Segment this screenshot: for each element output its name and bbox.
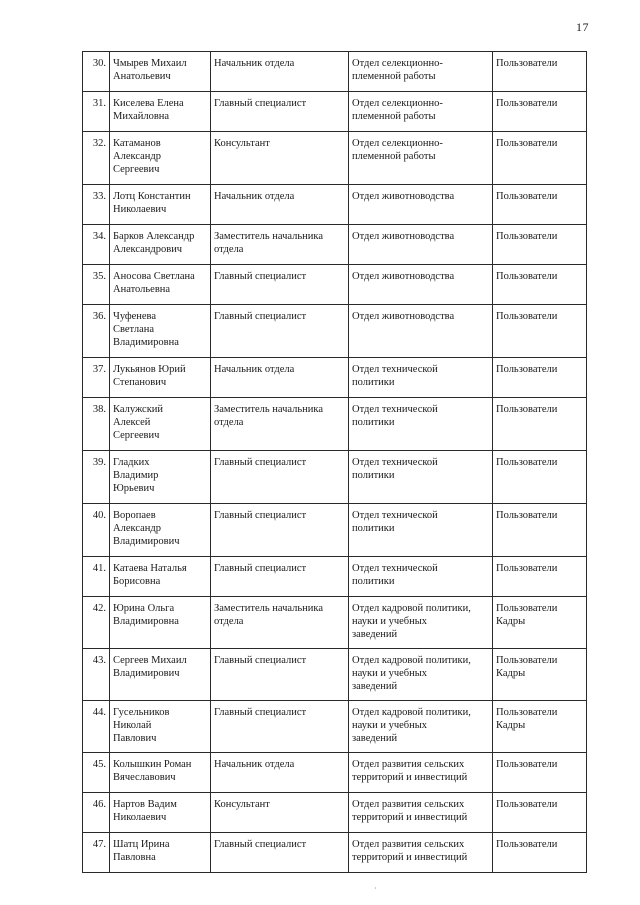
employee-department-line: Отдел технической — [352, 563, 438, 574]
access-roles — [493, 358, 587, 398]
table-row — [83, 132, 587, 185]
employee-department — [349, 358, 493, 398]
employee-name-line: Степанович — [113, 377, 167, 388]
employee-department-line: территорий и инвестиций — [352, 772, 468, 783]
access-roles-line: Пользователи — [496, 457, 558, 468]
employee-name-line: Вячеславович — [113, 772, 176, 783]
employee-department-line: политики — [352, 417, 395, 428]
table-row — [83, 557, 587, 597]
employee-position-line: Консультант — [214, 138, 270, 149]
employee-position — [211, 504, 349, 557]
employee-name-line: Николаевич — [113, 812, 167, 823]
row-number: 39. — [83, 451, 110, 504]
employee-name-line: Владимировна — [113, 337, 179, 348]
table-row — [83, 793, 587, 833]
row-number: 44. — [83, 701, 110, 753]
employee-position — [211, 358, 349, 398]
employee-position-line: Главный специалист — [214, 655, 307, 666]
employee-department — [349, 132, 493, 185]
employee-department — [349, 597, 493, 649]
employee-name-line: Сергеев Михаил — [113, 655, 187, 666]
employee-position-line: Начальник отдела — [214, 364, 295, 375]
table-row — [83, 305, 587, 358]
table-row — [83, 753, 587, 793]
access-roles — [493, 701, 587, 753]
access-roles-line: Пользователи — [496, 603, 558, 614]
employee-name-line: Нартов Вадим — [113, 799, 177, 810]
employee-name-line: Катаманов — [113, 138, 161, 149]
employee-department — [349, 649, 493, 701]
employee-department-line: заведений — [352, 681, 398, 692]
employee-name-line: Гладких — [113, 457, 150, 468]
row-number: 37. — [83, 358, 110, 398]
employee-department-line: Отдел кадровой политики, — [352, 603, 471, 614]
employee-name-line: Чмырев Михаил — [113, 58, 187, 69]
row-number: 41. — [83, 557, 110, 597]
employee-name — [110, 504, 211, 557]
employee-name-line: Барков Александр — [113, 231, 195, 242]
employee-position-line: Начальник отдела — [214, 759, 295, 770]
employee-name — [110, 597, 211, 649]
employee-position — [211, 701, 349, 753]
employee-name — [110, 833, 211, 873]
employee-name — [110, 451, 211, 504]
row-number: 32. — [83, 132, 110, 185]
employee-name-line: Сергеевич — [113, 430, 160, 441]
employee-name-line: Павловна — [113, 852, 156, 863]
table-body — [83, 52, 587, 873]
employee-position-line: Консультант — [214, 799, 270, 810]
employee-position-line: Главный специалист — [214, 563, 307, 574]
employee-department-line: племенной работы — [352, 151, 436, 162]
access-roles-line: Пользователи — [496, 364, 558, 375]
page-number: 17 — [576, 20, 589, 34]
stray-mark: · — [374, 884, 377, 893]
table-row — [83, 185, 587, 225]
employee-name-line: Владимировна — [113, 616, 179, 627]
row-number: 42. — [83, 597, 110, 649]
employee-name — [110, 225, 211, 265]
employee-position-line: отдела — [214, 417, 244, 428]
employee-name — [110, 92, 211, 132]
employee-position-line: Заместитель начальника — [214, 603, 324, 614]
access-roles — [493, 185, 587, 225]
row-number: 35. — [83, 265, 110, 305]
access-roles — [493, 451, 587, 504]
table-row — [83, 504, 587, 557]
employee-department-line: Отдел животноводства — [352, 271, 455, 282]
employee-name — [110, 649, 211, 701]
employee-name-line: Владимирович — [113, 536, 180, 547]
access-roles-line: Пользователи — [496, 707, 558, 718]
employee-department-line: Отдел технической — [352, 364, 438, 375]
access-roles-line: Пользователи — [496, 98, 558, 109]
row-number: 47. — [83, 833, 110, 873]
employee-position — [211, 597, 349, 649]
access-roles-line: Пользователи — [496, 510, 558, 521]
employee-name — [110, 753, 211, 793]
employee-position-line: Начальник отдела — [214, 58, 295, 69]
access-roles — [493, 649, 587, 701]
employee-name-line: Михайловна — [113, 111, 170, 122]
employee-position — [211, 92, 349, 132]
employee-name-line: Шатц Ирина — [113, 839, 170, 850]
table-row — [83, 225, 587, 265]
employee-position-line: Главный специалист — [214, 98, 307, 109]
table-row — [83, 265, 587, 305]
employee-department — [349, 504, 493, 557]
employee-name-line: Александр — [113, 523, 161, 534]
employee-department-line: территорий и инвестиций — [352, 852, 468, 863]
employee-position — [211, 305, 349, 358]
access-roles — [493, 225, 587, 265]
employee-department-line: племенной работы — [352, 111, 436, 122]
access-roles-line: Пользователи — [496, 404, 558, 415]
employee-department-line: Отдел селекционно- — [352, 58, 443, 69]
employee-position — [211, 451, 349, 504]
employee-department-line: Отдел развития сельских — [352, 759, 465, 770]
employee-department-line: политики — [352, 470, 395, 481]
table-row — [83, 398, 587, 451]
access-roles-line: Пользователи — [496, 799, 558, 810]
employee-department-line: Отдел селекционно- — [352, 138, 443, 149]
table-row — [83, 358, 587, 398]
access-roles — [493, 92, 587, 132]
employee-name — [110, 185, 211, 225]
employee-position — [211, 132, 349, 185]
employee-position-line: Заместитель начальника — [214, 231, 324, 242]
employee-name — [110, 132, 211, 185]
row-number: 45. — [83, 753, 110, 793]
employee-position-line: Заместитель начальника — [214, 404, 324, 415]
table-row — [83, 451, 587, 504]
employee-department-line: Отдел животноводства — [352, 311, 455, 322]
employee-name-line: Колышкин Роман — [113, 759, 192, 770]
access-roles — [493, 597, 587, 649]
employee-name-line: Юрьевич — [113, 483, 155, 494]
employee-department-line: Отдел кадровой политики, — [352, 707, 471, 718]
access-roles — [493, 265, 587, 305]
table-row — [83, 92, 587, 132]
access-roles — [493, 132, 587, 185]
access-roles-line: Кадры — [496, 616, 526, 627]
employee-name-line: Владимирович — [113, 668, 180, 679]
employee-department — [349, 185, 493, 225]
employee-department-line: Отдел технической — [352, 457, 438, 468]
employee-department — [349, 225, 493, 265]
employee-department-line: территорий и инвестиций — [352, 812, 468, 823]
employee-department — [349, 833, 493, 873]
employee-department — [349, 753, 493, 793]
table-row — [83, 597, 587, 649]
employee-position-line: Главный специалист — [214, 707, 307, 718]
row-number: 40. — [83, 504, 110, 557]
employee-department-line: Отдел технической — [352, 404, 438, 415]
access-roles-line: Пользователи — [496, 58, 558, 69]
employee-name — [110, 557, 211, 597]
employee-name-line: Юрина Ольга — [113, 603, 175, 614]
row-number: 43. — [83, 649, 110, 701]
employee-department — [349, 398, 493, 451]
access-roles-line: Пользователи — [496, 231, 558, 242]
employee-position — [211, 225, 349, 265]
row-number: 46. — [83, 793, 110, 833]
access-roles-line: Пользователи — [496, 138, 558, 149]
employee-name-line: Сергеевич — [113, 164, 160, 175]
employee-name-line: Анатольевич — [113, 71, 171, 82]
access-roles — [493, 52, 587, 92]
employee-name-line: Светлана — [113, 324, 155, 335]
employee-position — [211, 557, 349, 597]
employee-position — [211, 753, 349, 793]
employee-department-line: науки и учебных — [352, 668, 428, 679]
employee-department-line: Отдел животноводства — [352, 191, 455, 202]
employee-department — [349, 557, 493, 597]
employee-name-line: Алексей — [113, 417, 151, 428]
table-row — [83, 833, 587, 873]
employee-name-line: Гусельников — [113, 707, 170, 718]
row-number: 33. — [83, 185, 110, 225]
access-roles — [493, 305, 587, 358]
employee-name-line: Николаевич — [113, 204, 167, 215]
employee-department — [349, 793, 493, 833]
access-roles — [493, 398, 587, 451]
employee-position — [211, 793, 349, 833]
staff-access-table — [82, 51, 587, 873]
employee-position-line: Главный специалист — [214, 457, 307, 468]
employee-department — [349, 52, 493, 92]
employee-position — [211, 265, 349, 305]
employee-department-line: заведений — [352, 629, 398, 640]
employee-name — [110, 265, 211, 305]
employee-department-line: политики — [352, 576, 395, 587]
employee-position-line: Начальник отдела — [214, 191, 295, 202]
employee-department-line: племенной работы — [352, 71, 436, 82]
employee-name-line: Киселева Елена — [113, 98, 184, 109]
employee-position — [211, 185, 349, 225]
employee-name-line: Лотц Константин — [113, 191, 191, 202]
employee-position — [211, 833, 349, 873]
employee-name-line: Александрович — [113, 244, 183, 255]
row-number: 30. — [83, 52, 110, 92]
access-roles-line: Пользователи — [496, 839, 558, 850]
access-roles-line: Пользователи — [496, 655, 558, 666]
employee-name-line: Катаева Наталья — [113, 563, 187, 574]
access-roles-line: Пользователи — [496, 271, 558, 282]
employee-department-line: науки и учебных — [352, 616, 428, 627]
access-roles-line: Кадры — [496, 720, 526, 731]
employee-name — [110, 305, 211, 358]
access-roles-line: Пользователи — [496, 759, 558, 770]
employee-position — [211, 398, 349, 451]
access-roles — [493, 557, 587, 597]
employee-name-line: Анатольевна — [113, 284, 171, 295]
employee-department — [349, 451, 493, 504]
employee-department — [349, 265, 493, 305]
access-roles — [493, 753, 587, 793]
employee-department-line: Отдел кадровой политики, — [352, 655, 471, 666]
access-roles-line: Пользователи — [496, 311, 558, 322]
access-roles — [493, 793, 587, 833]
table-row — [83, 52, 587, 92]
employee-position — [211, 649, 349, 701]
access-roles — [493, 833, 587, 873]
employee-department — [349, 305, 493, 358]
employee-department — [349, 92, 493, 132]
employee-position-line: Главный специалист — [214, 839, 307, 850]
employee-name — [110, 358, 211, 398]
employee-position — [211, 52, 349, 92]
employee-department-line: политики — [352, 523, 395, 534]
employee-department-line: Отдел развития сельских — [352, 839, 465, 850]
employee-name-line: Павлович — [113, 733, 157, 744]
employee-department-line: Отдел развития сельских — [352, 799, 465, 810]
employee-position-line: отдела — [214, 244, 244, 255]
access-roles-line: Пользователи — [496, 191, 558, 202]
employee-name — [110, 701, 211, 753]
employee-name — [110, 52, 211, 92]
employee-name-line: Чуфенева — [113, 311, 157, 322]
table-row — [83, 701, 587, 753]
access-roles — [493, 504, 587, 557]
employee-department-line: Отдел селекционно- — [352, 98, 443, 109]
employee-position-line: Главный специалист — [214, 510, 307, 521]
row-number: 36. — [83, 305, 110, 358]
employee-department-line: политики — [352, 377, 395, 388]
row-number: 34. — [83, 225, 110, 265]
employee-name-line: Аносова Светлана — [113, 271, 195, 282]
employee-position-line: отдела — [214, 616, 244, 627]
row-number: 38. — [83, 398, 110, 451]
access-roles-line: Пользователи — [496, 563, 558, 574]
employee-name — [110, 398, 211, 451]
employee-position-line: Главный специалист — [214, 271, 307, 282]
employee-name-line: Воропаев — [113, 510, 156, 521]
employee-department-line: заведений — [352, 733, 398, 744]
employee-department-line: Отдел животноводства — [352, 231, 455, 242]
employee-position-line: Главный специалист — [214, 311, 307, 322]
employee-department — [349, 701, 493, 753]
employee-name-line: Николай — [113, 720, 152, 731]
employee-name-line: Александр — [113, 151, 161, 162]
access-roles-line: Кадры — [496, 668, 526, 679]
employee-name-line: Лукьянов Юрий — [113, 364, 186, 375]
employee-department-line: науки и учебных — [352, 720, 428, 731]
employee-name-line: Владимир — [113, 470, 159, 481]
row-number: 31. — [83, 92, 110, 132]
employee-department-line: Отдел технической — [352, 510, 438, 521]
employee-name — [110, 793, 211, 833]
employee-name-line: Калужский — [113, 404, 164, 415]
table-row — [83, 649, 587, 701]
employee-name-line: Борисовна — [113, 576, 161, 587]
